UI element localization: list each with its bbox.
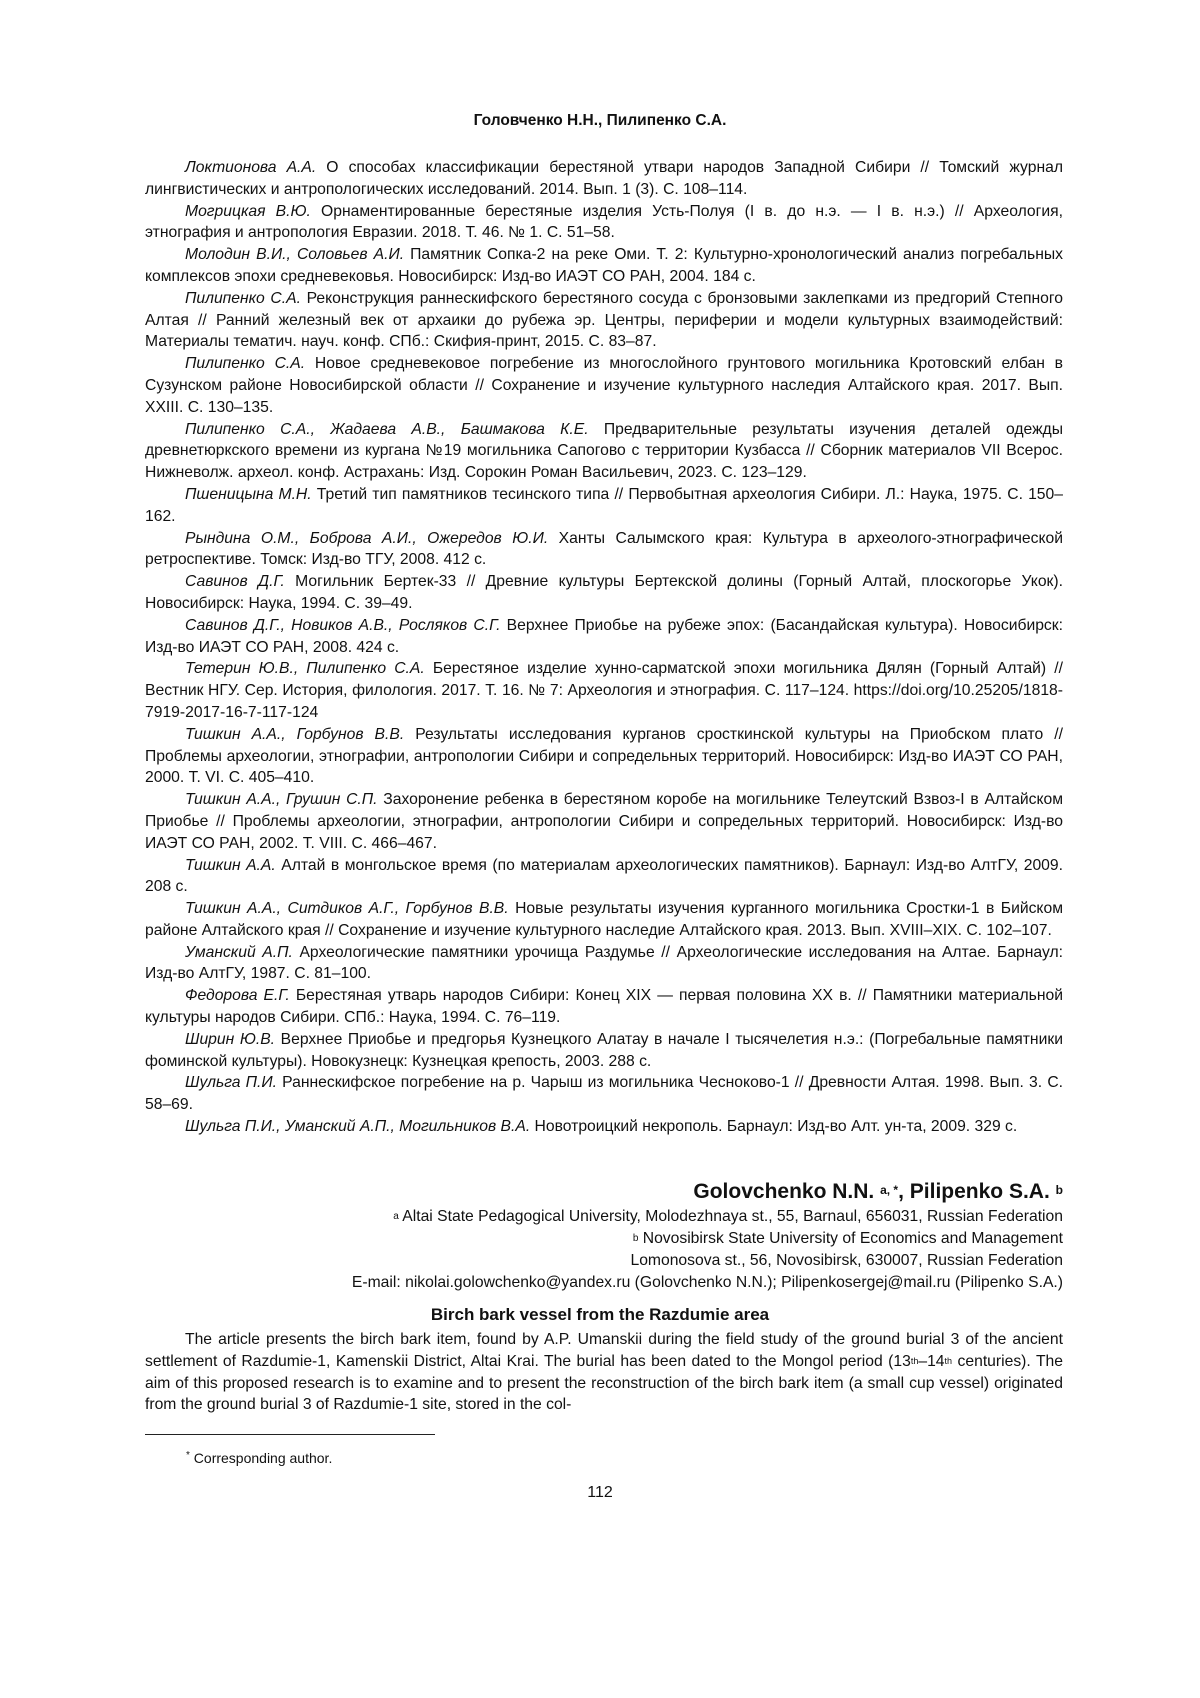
reference-authors: Уманский А.П. — [185, 943, 293, 961]
reference-text: Алтай в монгольское время (по материалам археологических памятников). Барнаул: Изд-во АлтГУ, 2009. 208 с. — [145, 856, 1063, 896]
reference-authors: Тишкин А.А., Ситдиков А.Г., Горбунов В.В. — [185, 900, 509, 918]
reference-entry — [145, 353, 1063, 418]
reference-text: Раннескифское погребение на р. Чарыш из могильника Чесноково-1 // Древности Алтая. 1998. Вып. 3. С. 58–69. — [145, 1074, 1064, 1114]
reference-authors: Молодин В.И., Соловьев А.И. — [185, 246, 405, 264]
reference-text: Предварительные результаты изучения деталей одежды древнетюркского времени из кургана №19 могильника Сапогово с территории Кузбасса // Сборник материалов VII Всерос. Нижневолж. археол. конф. Астрахань: Изд. Сорокин Роман Васильевич, 2023. С. 123–129. — [145, 420, 1063, 482]
reference-text: О способах классификации берестяной утвари народов Западной Сибири // Томский журнал лингвистических и антропологических исследований. 2014. Вып. 1 (3). С. 108–114. — [145, 159, 1063, 198]
reference-authors: Могрицкая В.Ю. — [185, 202, 311, 220]
reference-entry — [145, 244, 1063, 288]
affiliation-b-mark: b — [632, 1233, 639, 1244]
affiliation-a — [145, 1206, 1063, 1228]
reference-text: Новотроицкий некрополь. Барнаул: Изд-во Алт. ун-та, 2009. 329 с. — [530, 1118, 1018, 1136]
running-head: Головченко Н.Н., Пилипенко С.А. — [473, 112, 727, 129]
reference-authors: Локтионова А.А. — [185, 159, 317, 176]
reference-authors: Пшеницына М.Н. — [185, 485, 312, 503]
email-line: E-mail: nikolai.golowchenko@yandex.ru (Golovchenko N.N.); Pilipenkosergej@mail.ru (Pilipenko S.A.) — [351, 1274, 1063, 1291]
author-2-affiliation-mark: b — [1055, 1183, 1063, 1197]
reference-entry — [145, 855, 1063, 899]
reference-entry — [145, 658, 1063, 723]
abstract-text-3: centuries). The aim of this proposed research is to examine and to present the reconstruction of the birch bark item (a small cup vessel) originated from the ground burial 3 of Razdumie-1 site, stored in the col- — [145, 1352, 1063, 1414]
reference-entry — [145, 789, 1063, 854]
reference-entry — [145, 571, 1063, 615]
reference-authors: Ширин Ю.В. — [185, 1030, 276, 1048]
article-title: Birch bark vessel from the Razdumie area — [430, 1305, 770, 1324]
page-number: 112 — [587, 1484, 613, 1501]
reference-entry — [145, 484, 1063, 528]
affiliation-a-text: Altai State Pedagogical University, Molodezhnaya st., 55, Barnaul, 656031, Russian Federation — [398, 1208, 1063, 1225]
reference-authors: Пилипенко С.А. — [185, 289, 301, 307]
author-separator: , — [898, 1180, 910, 1203]
footnote-text: Corresponding author. — [189, 1450, 333, 1466]
english-authors — [145, 1178, 1063, 1206]
affiliation-a-mark: a — [393, 1211, 399, 1222]
abstract-paragraph — [145, 1329, 1063, 1416]
affiliation-b-text: Novosibirsk State University of Economics and Management — [638, 1230, 1063, 1247]
abstract-text-1: The article presents the birch bark item, found by A.P. Umanskii during the field study of the ground burial 3 of the ancient settlement of Razdumie-1, Kamenskii District, Altai Krai. The burial has been dated to the Mongol period (13 — [145, 1331, 1063, 1370]
reference-text: Могильник Бертек-33 // Древние культуры Бертекской долины (Горный Алтай, плоскогорье Укок). Новосибирск: Наука, 1994. С. 39–49. — [145, 573, 1063, 612]
reference-entry — [145, 985, 1063, 1029]
reference-text: Захоронение ребенка в берестяном коробе на могильнике Телеутский Взвоз-I в Алтайском Приобье // Проблемы археологии, этнографии, антропологии Сибири и сопредельных территорий. Новосибирск: Изд-во ИАЭТ СО РАН, 2002. Т. VIII. С. 466–467. — [145, 791, 1063, 852]
reference-text: Верхнее Приобье на рубеже эпох: (Басандайская культура). Новосибирск: Изд-во ИАЭТ СО РАН, 2008. 424 с. — [145, 616, 1063, 656]
abstract-text-2: –14 — [918, 1352, 945, 1370]
reference-authors: Савинов Д.Г. — [185, 573, 285, 591]
reference-entry — [145, 1116, 1063, 1138]
reference-text: Ханты Салымского края: Культура в археолого-этнографической ретроспективе. Томск: Изд-во ТГУ, 2008. 412 с. — [145, 529, 1063, 569]
footnote-divider — [145, 1434, 435, 1435]
reference-entry — [145, 419, 1063, 484]
reference-authors: Шульга П.И., Уманский А.П., Могильников В.А. — [185, 1118, 531, 1136]
reference-text: Орнаментированные берестяные изделия Усть-Полуя (I в. до н.э. — I в. н.э.) // Археология, этнография и антропология Евразии. 2018. Т. 46. № 1. С. 51–58. — [145, 202, 1063, 242]
affiliation-b-address: Lomonosova st., 56, Novosibirsk, 630007, Russian Federation — [630, 1252, 1063, 1269]
reference-authors: Шульга П.И. — [185, 1074, 277, 1092]
reference-authors: Федорова Е.Г. — [185, 987, 290, 1005]
reference-entry — [145, 615, 1063, 659]
reference-authors: Тетерин Ю.В., Пилипенко С.А. — [185, 660, 425, 678]
reference-authors: Тишкин А.А., Горбунов В.В. — [185, 725, 405, 743]
footnote — [186, 1450, 332, 1466]
reference-text: Верхнее Приобье и предгорья Кузнецкого Алатау в начале I тысячелетия н.э.: (Погребальные памятники фоминской культуры). Новокузнецк: Кузнецкая крепость, 2003. 288 с. — [145, 1030, 1063, 1070]
reference-text: Новые результаты изучения курганного могильника Сростки-1 в Бийском районе Алтайского края // Сохранение и изучение культурного наследие Алтайского края. 2013. Вып. XVIII–XIX. С. 102–107. — [145, 900, 1063, 939]
reference-text: Археологические памятники урочища Раздумье // Археологические исследования на Алтае. Барнаул: Изд-во АлтГУ, 1987. С. 81–100. — [145, 943, 1063, 983]
reference-text: Третий тип памятников тесинского типа // Первобытная археология Сибири. Л.: Наука, 1975. С. 150–162. — [145, 485, 1063, 525]
reference-list — [145, 157, 1063, 1138]
reference-entry — [145, 898, 1063, 942]
english-authors-block — [145, 1178, 1063, 1294]
reference-text: Берестяное изделие хунно-сарматской эпохи могильника Дялян (Горный Алтай) // Вестник НГУ. Сер. История, филология. 2017. Т. 16. № 7: Археология и этнография. С. 117–124. https://doi.org/10.25205/1818-7919-2017-16-7-117-124 — [145, 660, 1063, 721]
reference-authors: Пилипенко С.А., Жадаева А.В., Башмакова К.Е. — [185, 420, 589, 438]
reference-authors: Рындина О.М., Боброва А.И., Ожередов Ю.И. — [185, 529, 549, 547]
reference-text: Берестяная утварь народов Сибири: Конец XIX — первая половина XX в. // Памятники материальной культуры народов Сибири. СПб.: Наука, 1994. С. 76–119. — [145, 987, 1064, 1027]
reference-text: Результаты исследования курганов сросткинской культуры на Приобском плато // Проблемы археологии, этнографии, антропологии Сибири и сопредельных территорий. Новосибирск: Изд-во ИАЭТ СО РАН, 2000. Т. VI. С. 405–410. — [145, 725, 1063, 787]
footnote-mark: * — [186, 1450, 190, 1461]
reference-entry — [145, 942, 1063, 986]
reference-text: Памятник Сопка-2 на реке Оми. Т. 2: Культурно-хронологический анализ погребальных комплексов эпохи средневековья. Новосибирск: Изд-во ИАЭТ СО РАН, 2004. 184 с. — [145, 246, 1063, 285]
author-2: Pilipenko S.A. — [909, 1180, 1050, 1203]
reference-entry — [145, 288, 1063, 353]
reference-authors: Тишкин А.А. — [185, 856, 276, 874]
reference-entry — [145, 201, 1063, 245]
reference-entry — [145, 1072, 1063, 1116]
reference-entry — [145, 724, 1063, 789]
reference-entry — [145, 157, 1063, 201]
author-1-affiliation-mark: a, * — [880, 1183, 899, 1197]
reference-entry — [145, 1029, 1063, 1073]
reference-authors: Савинов Д.Г., Новиков А.В., Росляков С.Г. — [185, 616, 501, 634]
ordinal-suffix: th — [944, 1355, 953, 1366]
reference-authors: Тишкин А.А., Грушин С.П. — [185, 791, 378, 809]
reference-text: Реконструкция раннескифского берестяного сосуда с бронзовыми заклепками из предгорий Степного Алтая // Ранний железный век от архаики до рубежа эр. Центры, периферии и модели культурных взаимодействий: Материалы тематич. науч. конф. СПб.: Скифия-принт, 2015. С. 83–87. — [145, 289, 1064, 351]
author-1: Golovchenko N.N. — [693, 1180, 875, 1203]
reference-authors: Пилипенко С.А. — [185, 355, 306, 373]
reference-entry — [145, 528, 1063, 572]
reference-text: Новое средневековое погребение из многослойного грунтового могильника Кротовский елбан в Сузунском районе Новосибирской области // Сохранение и изучение культурного наследия Алтайского края. 2017. Вып. XXIII. С. 130–135. — [145, 355, 1063, 416]
affiliation-b — [145, 1228, 1063, 1250]
ordinal-suffix: th — [910, 1355, 919, 1366]
